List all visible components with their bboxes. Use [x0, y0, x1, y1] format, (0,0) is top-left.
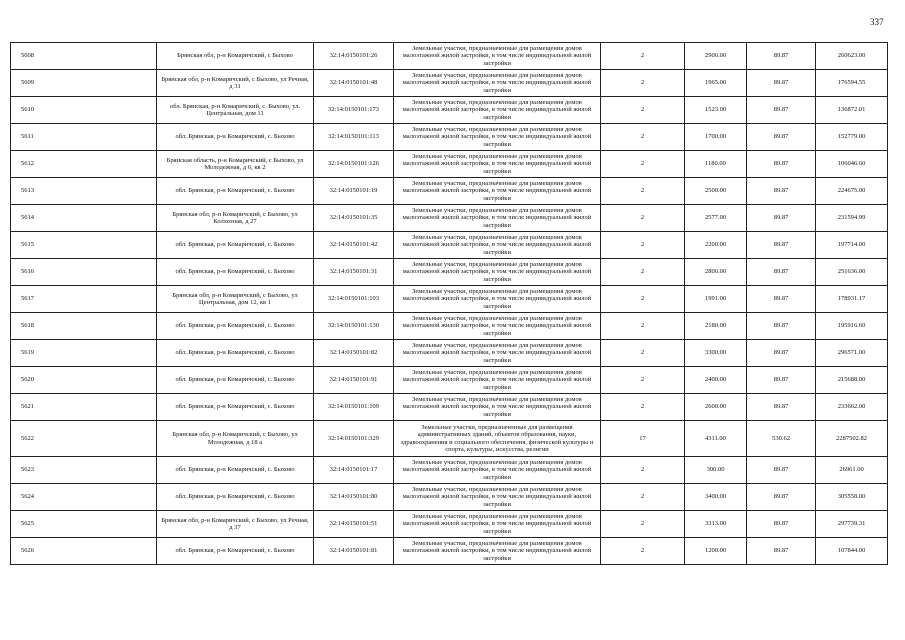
cadastral-value-cell: 107844.00: [816, 538, 888, 565]
address-cell: Брянская обл, р-н Комаричский, с Быхово, ул Молодежная, д 18 а: [157, 421, 314, 457]
specific-value-cell: 89.87: [747, 151, 816, 178]
specific-value-cell: 530.62: [747, 421, 816, 457]
area-cell: 4311.00: [685, 421, 747, 457]
address-cell: обл. Брянская, р-н Комаричский, с. Быхово: [157, 457, 314, 484]
specific-value-cell: 89.87: [747, 232, 816, 259]
specific-value-cell: 89.87: [747, 286, 816, 313]
area-cell: 300.00: [685, 457, 747, 484]
address-cell: обл. Брянская, р-н Комаричский, с. Быхово: [157, 484, 314, 511]
specific-value-cell: 89.87: [747, 97, 816, 124]
cadastral-value-cell: 195916.60: [816, 313, 888, 340]
specific-value-cell: 89.87: [747, 394, 816, 421]
land-use-cell: Земельные участки, предназначенные для размещения домов малоэтажной жилой застройки, в том числе индивидуальной жилой застройки: [394, 286, 601, 313]
cadastral-number-cell: 32:14:0150101:329: [314, 421, 394, 457]
land-use-cell: Земельные участки, предназначенные для размещения домов малоэтажной жилой застройки, в том числе индивидуальной жилой застройки: [394, 124, 601, 151]
table-row: [11, 394, 888, 421]
row-number: 5625: [11, 511, 157, 538]
area-cell: 1523.00: [685, 97, 747, 124]
cadastral-number-cell: 32:14:0150101:82: [314, 340, 394, 367]
specific-value-cell: 89.87: [747, 457, 816, 484]
specific-value-cell: 89.87: [747, 484, 816, 511]
row-number: 5617: [11, 286, 157, 313]
group-cell: 2: [601, 286, 685, 313]
address-cell: Брянская обл, р-н Комаричский, с Быхово, ул Речная, д 37: [157, 511, 314, 538]
specific-value-cell: 89.87: [747, 340, 816, 367]
land-use-cell: Земельные участки, предназначенные для размещения домов малоэтажной жилой застройки, в том числе индивидуальной жилой застройки: [394, 151, 601, 178]
land-use-cell: Земельные участки, предназначенные для размещения домов малоэтажной жилой застройки, в том числе индивидуальной жилой застройки: [394, 457, 601, 484]
cadastral-number-cell: 32:14:0150101:91: [314, 367, 394, 394]
land-use-cell: Земельные участки, предназначенные для размещения домов малоэтажной жилой застройки, в том числе индивидуальной жилой застройки: [394, 538, 601, 565]
address-cell: обл. Брянская, р-н Комаричский, с. Быхово: [157, 538, 314, 565]
address-cell: обл. Брянская, р-н Комаричский, с. Быхово: [157, 394, 314, 421]
table-row: [11, 421, 888, 457]
cadastral-value-cell: 136872.01: [816, 97, 888, 124]
address-cell: обл. Брянская, р-н Комаричский, с. Быхово: [157, 340, 314, 367]
page-number: 337: [870, 17, 884, 27]
area-cell: 2600.00: [685, 394, 747, 421]
cadastral-value-cell: 231594.99: [816, 205, 888, 232]
cadastral-value-cell: 215688.00: [816, 367, 888, 394]
table-row: [11, 151, 888, 178]
land-use-cell: Земельные участки, предназначенные для размещения домов малоэтажной жилой застройки, в том числе индивидуальной жилой застройки: [394, 259, 601, 286]
land-use-cell: Земельные участки, предназначенные для размещения домов малоэтажной жилой застройки, в том числе индивидуальной жилой застройки: [394, 70, 601, 97]
land-use-cell: Земельные участки, предназначенные для размещения домов малоэтажной жилой застройки, в том числе индивидуальной жилой застройки: [394, 511, 601, 538]
row-number: 5621: [11, 394, 157, 421]
row-number: 5611: [11, 124, 157, 151]
group-cell: 2: [601, 511, 685, 538]
row-number: 5613: [11, 178, 157, 205]
address-cell: Брянская область, р-н Комаричский, с Быхово, ул Молодежная, д 6, кв 2: [157, 151, 314, 178]
cadastral-number-cell: 32:14:0150101:17: [314, 457, 394, 484]
area-cell: 3300.00: [685, 340, 747, 367]
group-cell: 2: [601, 457, 685, 484]
cadastral-number-cell: 32:14:0150101:19: [314, 178, 394, 205]
address-cell: обл. Брянская, р-н Комаричский, с. Быхово: [157, 367, 314, 394]
specific-value-cell: 89.87: [747, 43, 816, 70]
cadastral-value-cell: 260623.00: [816, 43, 888, 70]
cadastral-value-cell: 197714.00: [816, 232, 888, 259]
table-row: [11, 367, 888, 394]
specific-value-cell: 89.87: [747, 511, 816, 538]
cadastral-number-cell: 32:14:0150101:48: [314, 70, 394, 97]
table-row: [11, 286, 888, 313]
row-number: 5616: [11, 259, 157, 286]
table-row: [11, 484, 888, 511]
address-cell: обл. Брянская, р-н Комаричский, с. Быхово, ул. Центральная, дом 11: [157, 97, 314, 124]
cadastral-value-cell: 224675.00: [816, 178, 888, 205]
table-row: [11, 97, 888, 124]
group-cell: 2: [601, 151, 685, 178]
address-cell: обл. Брянская, р-н Комаричский, с. Быхово: [157, 313, 314, 340]
land-use-cell: Земельные участки, предназначенные для размещения домов малоэтажной жилой застройки, в том числе индивидуальной жилой застройки: [394, 205, 601, 232]
cadastral-number-cell: 32:14:0150101:109: [314, 394, 394, 421]
land-use-cell: Земельные участки, предназначенные для размещения домов малоэтажной жилой застройки, в том числе индивидуальной жилой застройки: [394, 97, 601, 124]
table-row: [11, 43, 888, 70]
area-cell: 1700.00: [685, 124, 747, 151]
land-use-cell: Земельные участки, предназначенные для размещения домов малоэтажной жилой застройки, в том числе индивидуальной жилой застройки: [394, 232, 601, 259]
row-number: 5618: [11, 313, 157, 340]
address-cell: Брянская обл, р-н Комаричский, с Быхово, ул Центральная, дом 12, кв 1: [157, 286, 314, 313]
table-row: [11, 511, 888, 538]
area-cell: 2400.00: [685, 367, 747, 394]
address-cell: Брянская обл, р-н Комаричский, с Быхово, ул Колхозная, д 27: [157, 205, 314, 232]
cadastral-number-cell: 32:14:0150101:113: [314, 124, 394, 151]
cadastral-value-cell: 251636.00: [816, 259, 888, 286]
row-number: 5614: [11, 205, 157, 232]
specific-value-cell: 89.87: [747, 538, 816, 565]
land-use-cell: Земельные участки, предназначенные для размещения домов малоэтажной жилой застройки, в том числе индивидуальной жилой застройки: [394, 367, 601, 394]
group-cell: 2: [601, 367, 685, 394]
row-number: 5619: [11, 340, 157, 367]
land-use-cell: Земельные участки, предназначенные для размещения домов малоэтажной жилой застройки, в том числе индивидуальной жилой застройки: [394, 178, 601, 205]
table-row: [11, 178, 888, 205]
row-number: 5626: [11, 538, 157, 565]
area-cell: 2577.00: [685, 205, 747, 232]
group-cell: 2: [601, 70, 685, 97]
cadastral-number-cell: 32:14:0150101:42: [314, 232, 394, 259]
cadastral-number-cell: 32:14:0150101:103: [314, 286, 394, 313]
cadastral-value-cell: 176594.55: [816, 70, 888, 97]
cadastral-number-cell: 32:14:0150101:51: [314, 511, 394, 538]
area-cell: 2900.00: [685, 43, 747, 70]
specific-value-cell: 89.87: [747, 178, 816, 205]
land-use-cell: Земельные участки, предназначенные для размещения домов малоэтажной жилой застройки, в том числе индивидуальной жилой застройки: [394, 43, 601, 70]
specific-value-cell: 89.87: [747, 124, 816, 151]
address-cell: обл. Брянская, р-н Комаричский, с. Быхово: [157, 178, 314, 205]
cadastral-number-cell: 32:14:0150101:81: [314, 538, 394, 565]
area-cell: 2800.00: [685, 259, 747, 286]
land-use-cell: Земельные участки, предназначенные для размещения домов малоэтажной жилой застройки, в том числе индивидуальной жилой застройки: [394, 340, 601, 367]
group-cell: 2: [601, 259, 685, 286]
land-use-cell: Земельные участки, предназначенные для размещения домов малоэтажной жилой застройки, в том числе индивидуальной жилой застройки: [394, 484, 601, 511]
group-cell: 17: [601, 421, 685, 457]
row-number: 5624: [11, 484, 157, 511]
cadastral-value-table: [10, 42, 888, 565]
specific-value-cell: 89.87: [747, 205, 816, 232]
row-number: 5609: [11, 70, 157, 97]
row-number: 5615: [11, 232, 157, 259]
table-row: [11, 124, 888, 151]
group-cell: 2: [601, 232, 685, 259]
row-number: 5622: [11, 421, 157, 457]
cadastral-value-cell: 178931.17: [816, 286, 888, 313]
cadastral-value-cell: 106046.60: [816, 151, 888, 178]
area-cell: 2500.00: [685, 178, 747, 205]
land-use-cell: Земельные участки, предназначенные для размещения административных зданий, объектов образования, науки, здравоохранения и социального обеспечения, физической культуры и спорта, культуры, искусства, религии: [394, 421, 601, 457]
table-row: [11, 313, 888, 340]
table-row: [11, 70, 888, 97]
cadastral-value-cell: 297739.31: [816, 511, 888, 538]
address-cell: обл. Брянская, р-н Комаричский, с. Быхово: [157, 259, 314, 286]
address-cell: обл. Брянская, р-н Комаричский, с. Быхово: [157, 232, 314, 259]
cadastral-value-cell: 305558.00: [816, 484, 888, 511]
cadastral-value-cell: 152779.00: [816, 124, 888, 151]
cadastral-number-cell: 32:14:0150101:130: [314, 313, 394, 340]
group-cell: 2: [601, 340, 685, 367]
specific-value-cell: 89.87: [747, 367, 816, 394]
area-cell: 3400.00: [685, 484, 747, 511]
row-number: 5612: [11, 151, 157, 178]
area-cell: 1965.00: [685, 70, 747, 97]
specific-value-cell: 89.87: [747, 70, 816, 97]
group-cell: 2: [601, 394, 685, 421]
table-row: [11, 205, 888, 232]
area-cell: 1180.00: [685, 151, 747, 178]
cadastral-value-cell: 2287502.82: [816, 421, 888, 457]
table-row: [11, 259, 888, 286]
table-row: [11, 457, 888, 484]
group-cell: 2: [601, 313, 685, 340]
group-cell: 2: [601, 178, 685, 205]
specific-value-cell: 89.87: [747, 313, 816, 340]
group-cell: 2: [601, 484, 685, 511]
specific-value-cell: 89.87: [747, 259, 816, 286]
cadastral-number-cell: 32:14:0150101:31: [314, 259, 394, 286]
area-cell: 2180.00: [685, 313, 747, 340]
table-body: [11, 43, 888, 565]
cadastral-value-cell: 233662.00: [816, 394, 888, 421]
cadastral-number-cell: 32:14:0150101:126: [314, 151, 394, 178]
table-row: [11, 538, 888, 565]
row-number: 5623: [11, 457, 157, 484]
group-cell: 2: [601, 97, 685, 124]
group-cell: 2: [601, 43, 685, 70]
land-use-cell: Земельные участки, предназначенные для размещения домов малоэтажной жилой застройки, в том числе индивидуальной жилой застройки: [394, 313, 601, 340]
row-number: 5620: [11, 367, 157, 394]
land-use-cell: Земельные участки, предназначенные для размещения домов малоэтажной жилой застройки, в том числе индивидуальной жилой застройки: [394, 394, 601, 421]
area-cell: 2200.00: [685, 232, 747, 259]
cadastral-value-cell: 26961.00: [816, 457, 888, 484]
row-number: 5610: [11, 97, 157, 124]
address-cell: обл. Брянская, р-н Комаричский, с. Быхово: [157, 124, 314, 151]
cadastral-number-cell: 32:14:0150101:35: [314, 205, 394, 232]
group-cell: 2: [601, 538, 685, 565]
address-cell: Брянская обл, р-н Комаричский, с Быхово: [157, 43, 314, 70]
area-cell: 1200.00: [685, 538, 747, 565]
address-cell: Брянская обл, р-н Комаричский, с Быхово, ул Речная, д 31: [157, 70, 314, 97]
table-row: [11, 340, 888, 367]
cadastral-number-cell: 32:14:0150101:173: [314, 97, 394, 124]
row-number: 5608: [11, 43, 157, 70]
cadastral-number-cell: 32:14:0150101:80: [314, 484, 394, 511]
group-cell: 2: [601, 124, 685, 151]
area-cell: 3313.00: [685, 511, 747, 538]
table-row: [11, 232, 888, 259]
area-cell: 1991.00: [685, 286, 747, 313]
cadastral-value-cell: 296571.00: [816, 340, 888, 367]
cadastral-number-cell: 32:14:0150101:26: [314, 43, 394, 70]
group-cell: 2: [601, 205, 685, 232]
